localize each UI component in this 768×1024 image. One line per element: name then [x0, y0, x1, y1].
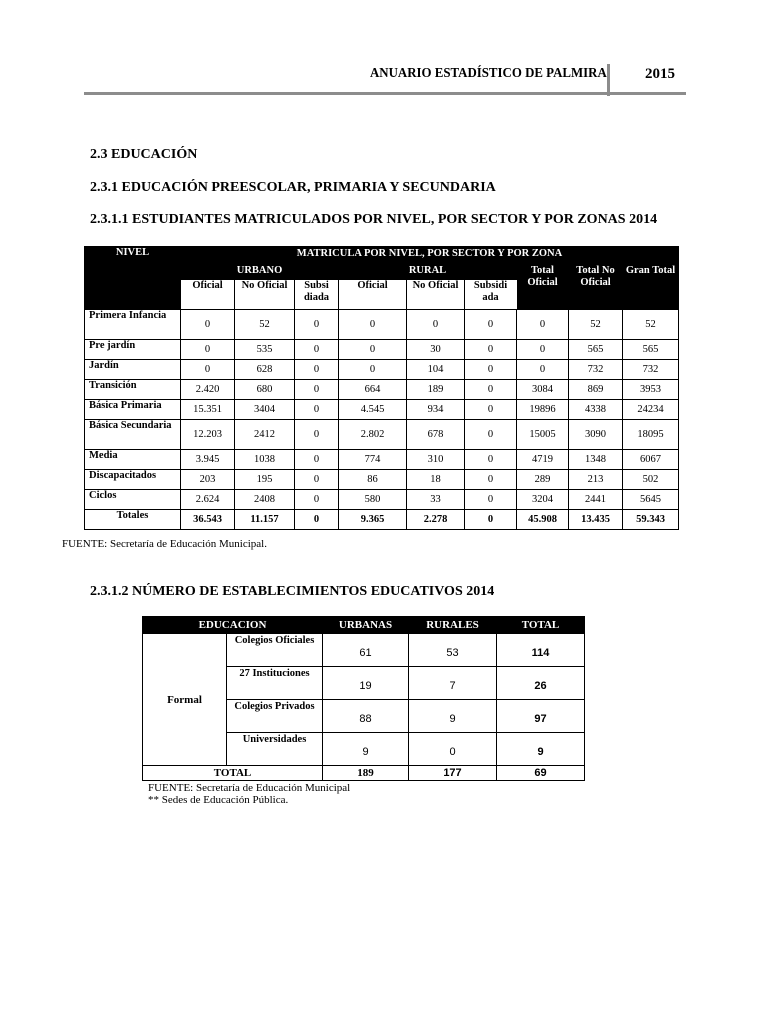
table2-source-line: FUENTE: Secretaría de Educación Municipal [148, 782, 351, 794]
rurales-cell: 7 [409, 667, 497, 700]
value-cell: 52 [623, 310, 679, 340]
value-cell: 6067 [623, 450, 679, 470]
header-total: TOTAL [497, 617, 585, 634]
table-row [85, 360, 679, 380]
value-cell: 678 [407, 420, 465, 450]
header-total-oficial: Total Oficial [517, 262, 569, 310]
value-cell: 52 [235, 310, 295, 340]
row-label: Discapacitados [85, 470, 181, 490]
value-cell: 12.203 [181, 420, 235, 450]
header-matricula: MATRICULA POR NIVEL, POR SECTOR Y POR ZONA [181, 247, 679, 262]
header-nivel: NIVEL [85, 247, 181, 310]
value-cell: 18 [407, 470, 465, 490]
group-formal: Formal [143, 634, 227, 766]
rurales-cell: 53 [409, 634, 497, 667]
value-cell: 0 [181, 310, 235, 340]
document-header-title: ANUARIO ESTADÍSTICO DE PALMIRA [370, 66, 607, 81]
header-rural-no-oficial: No Oficial [407, 280, 465, 310]
table2-source [148, 782, 350, 806]
value-cell: 18095 [623, 420, 679, 450]
header-rural-subsidiada: Subsidi ada [465, 280, 517, 310]
value-cell: 33 [407, 490, 465, 510]
value-cell: 0 [465, 310, 517, 340]
value-cell: 0 [339, 310, 407, 340]
total-cell: 36.543 [181, 510, 235, 530]
row-label: Transición [85, 380, 181, 400]
value-cell: 2.624 [181, 490, 235, 510]
header-rural-oficial: Oficial [339, 280, 407, 310]
value-cell: 0 [295, 310, 339, 340]
value-cell: 2408 [235, 490, 295, 510]
total-total: 69 [497, 766, 585, 781]
value-cell: 3.945 [181, 450, 235, 470]
value-cell: 0 [465, 490, 517, 510]
value-cell: 0 [181, 360, 235, 380]
table-row [85, 490, 679, 510]
document-header-year: 2015 [645, 66, 675, 82]
row-label: Básica Primaria [85, 400, 181, 420]
header-urbano: URBANO [181, 262, 339, 280]
value-cell: 5645 [623, 490, 679, 510]
totals-label: Totales [85, 510, 181, 530]
header-gran-total: Gran Total [623, 262, 679, 310]
value-cell: 0 [465, 340, 517, 360]
header-urbano-no-oficial: No Oficial [235, 280, 295, 310]
totals-row [85, 510, 679, 530]
rurales-cell: 0 [409, 733, 497, 766]
value-cell: 1348 [569, 450, 623, 470]
table-row [85, 380, 679, 400]
table1-source: FUENTE: Secretaría de Educación Municipal. [62, 538, 267, 550]
table-row [85, 450, 679, 470]
value-cell: 30 [407, 340, 465, 360]
header-rurales: RURALES [409, 617, 497, 634]
value-cell: 0 [517, 340, 569, 360]
value-cell: 15005 [517, 420, 569, 450]
value-cell: 934 [407, 400, 465, 420]
value-cell: 664 [339, 380, 407, 400]
value-cell: 0 [295, 470, 339, 490]
urbanas-cell: 19 [323, 667, 409, 700]
row-label: Pre jardín [85, 340, 181, 360]
total-cell: 9.365 [339, 510, 407, 530]
total-cell: 45.908 [517, 510, 569, 530]
value-cell: 19896 [517, 400, 569, 420]
table-row [85, 400, 679, 420]
value-cell: 52 [569, 310, 623, 340]
value-cell: 680 [235, 380, 295, 400]
total-cell: 59.343 [623, 510, 679, 530]
row-label: Colegios Privados [227, 700, 323, 733]
table-row [143, 634, 585, 667]
value-cell: 15.351 [181, 400, 235, 420]
value-cell: 0 [295, 450, 339, 470]
value-cell: 0 [465, 360, 517, 380]
value-cell: 732 [569, 360, 623, 380]
value-cell: 3404 [235, 400, 295, 420]
value-cell: 3090 [569, 420, 623, 450]
value-cell: 0 [465, 420, 517, 450]
value-cell: 0 [181, 340, 235, 360]
value-cell: 0 [517, 310, 569, 340]
table-row [85, 340, 679, 360]
header-urbano-oficial: Oficial [181, 280, 235, 310]
value-cell: 289 [517, 470, 569, 490]
value-cell: 3204 [517, 490, 569, 510]
value-cell: 3953 [623, 380, 679, 400]
enrollment-table [84, 246, 679, 530]
value-cell: 24234 [623, 400, 679, 420]
value-cell: 0 [295, 400, 339, 420]
value-cell: 535 [235, 340, 295, 360]
section-title-enrolled-students: 2.3.1.1 ESTUDIANTES MATRICULADOS POR NIVEL, POR SECTOR Y POR ZONAS 2014 [90, 212, 658, 227]
value-cell: 213 [569, 470, 623, 490]
total-rurales: 177 [409, 766, 497, 781]
header-divider-horizontal [84, 92, 686, 95]
value-cell: 0 [465, 470, 517, 490]
value-cell: 0 [407, 310, 465, 340]
section-title-education: 2.3 EDUCACIÓN [90, 147, 198, 162]
total-cell: 9 [497, 733, 585, 766]
header-rural: RURAL [339, 262, 517, 280]
total-cell: 11.157 [235, 510, 295, 530]
value-cell: 104 [407, 360, 465, 380]
value-cell: 565 [623, 340, 679, 360]
urbanas-cell: 61 [323, 634, 409, 667]
value-cell: 0 [339, 360, 407, 380]
rurales-cell: 9 [409, 700, 497, 733]
section-title-establishments: 2.3.1.2 NÚMERO DE ESTABLECIMIENTOS EDUCATIVOS 2014 [90, 584, 495, 599]
value-cell: 310 [407, 450, 465, 470]
table-row [85, 470, 679, 490]
value-cell: 0 [295, 420, 339, 450]
value-cell: 0 [465, 400, 517, 420]
value-cell: 0 [517, 360, 569, 380]
value-cell: 580 [339, 490, 407, 510]
header-urbano-subsidiada: Subsi diada [295, 280, 339, 310]
value-cell: 4338 [569, 400, 623, 420]
row-label: Jardín [85, 360, 181, 380]
value-cell: 0 [295, 490, 339, 510]
value-cell: 869 [569, 380, 623, 400]
totals-row [143, 766, 585, 781]
value-cell: 4.545 [339, 400, 407, 420]
value-cell: 203 [181, 470, 235, 490]
total-cell: 0 [465, 510, 517, 530]
header-total-no-oficial: Total No Oficial [569, 262, 623, 310]
value-cell: 195 [235, 470, 295, 490]
total-cell: 13.435 [569, 510, 623, 530]
value-cell: 3084 [517, 380, 569, 400]
total-cell: 2.278 [407, 510, 465, 530]
value-cell: 628 [235, 360, 295, 380]
row-label: 27 Instituciones [227, 667, 323, 700]
value-cell: 0 [339, 340, 407, 360]
totals-label: TOTAL [143, 766, 323, 781]
value-cell: 86 [339, 470, 407, 490]
header-educacion: EDUCACION [143, 617, 323, 634]
row-label: Universidades [227, 733, 323, 766]
total-cell: 97 [497, 700, 585, 733]
urbanas-cell: 88 [323, 700, 409, 733]
value-cell: 0 [465, 450, 517, 470]
establishments-table [142, 616, 585, 781]
header-urbanas: URBANAS [323, 617, 409, 634]
table-row [85, 310, 679, 340]
value-cell: 732 [623, 360, 679, 380]
total-cell: 0 [295, 510, 339, 530]
table2-note-line: ** Sedes de Educación Pública. [148, 794, 289, 806]
value-cell: 0 [295, 340, 339, 360]
value-cell: 2.420 [181, 380, 235, 400]
row-label: Primera Infancia [85, 310, 181, 340]
row-label: Básica Secundaria [85, 420, 181, 450]
value-cell: 774 [339, 450, 407, 470]
value-cell: 2441 [569, 490, 623, 510]
value-cell: 565 [569, 340, 623, 360]
total-urbanas: 189 [323, 766, 409, 781]
value-cell: 1038 [235, 450, 295, 470]
urbanas-cell: 9 [323, 733, 409, 766]
value-cell: 0 [465, 380, 517, 400]
value-cell: 0 [295, 360, 339, 380]
value-cell: 2412 [235, 420, 295, 450]
row-label: Ciclos [85, 490, 181, 510]
row-label: Media [85, 450, 181, 470]
value-cell: 0 [295, 380, 339, 400]
value-cell: 502 [623, 470, 679, 490]
value-cell: 4719 [517, 450, 569, 470]
value-cell: 2.802 [339, 420, 407, 450]
row-label: Colegios Oficiales [227, 634, 323, 667]
total-cell: 114 [497, 634, 585, 667]
value-cell: 189 [407, 380, 465, 400]
table-row [85, 420, 679, 450]
total-cell: 26 [497, 667, 585, 700]
section-title-preschool-primary-secondary: 2.3.1 EDUCACIÓN PREESCOLAR, PRIMARIA Y SECUNDARIA [90, 180, 496, 195]
